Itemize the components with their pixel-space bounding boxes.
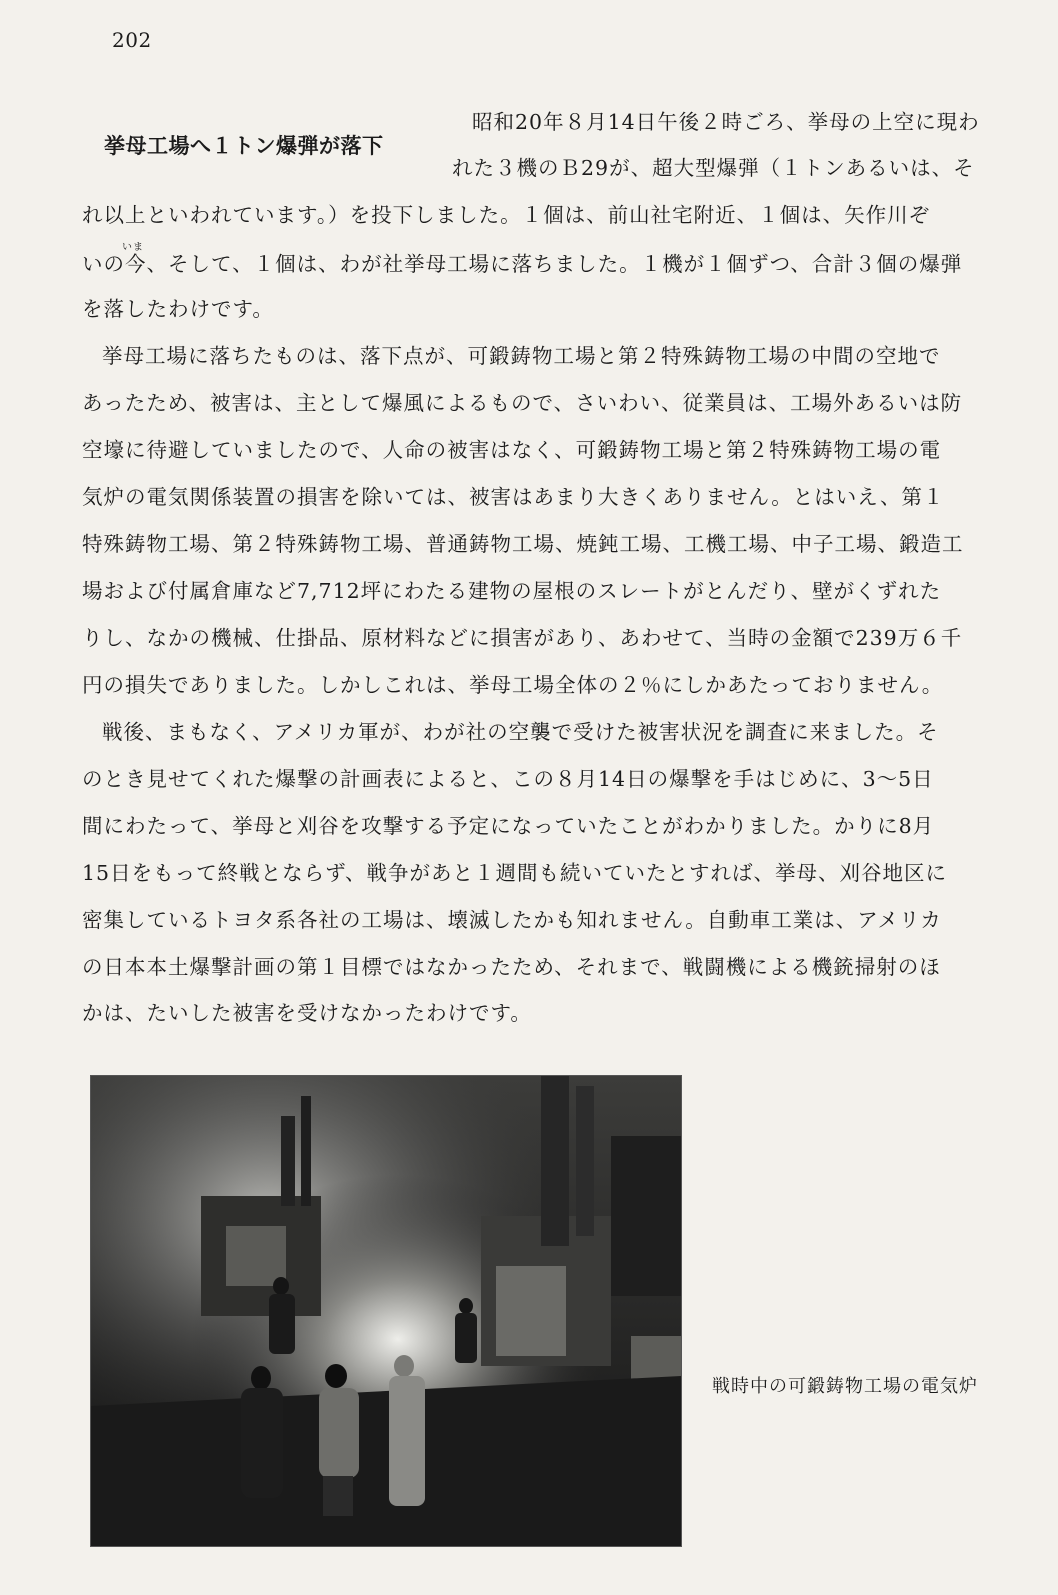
body-line: いの今、そして、１個は、わが社挙母工場に落ちました。１機が１個ずつ、合計３個の爆弾 (82, 252, 963, 276)
body-line: れ以上といわれています。）を投下しました。１個は、前山社宅附近、１個は、矢作川ぞ (82, 203, 931, 227)
body-line: 間にわたって、挙母と刈谷を攻撃する予定になっていたことがわかりました。かりに8月 (82, 814, 935, 838)
page-number: 202 (112, 28, 152, 52)
body-line: 円の損失でありました。しかしこれは、挙母工場全体の２％にしかあたっておりません。 (82, 673, 944, 697)
body-line: 特殊鋳物工場、第２特殊鋳物工場、普通鋳物工場、焼鈍工場、工機工場、中子工場、鍛造工 (82, 532, 964, 556)
body-line: 密集しているトヨタ系各社の工場は、壊滅したかも知れません。自動車工業は、アメリカ (82, 908, 942, 932)
body-line: りし、なかの機械、仕掛品、原材料などに損害があり、あわせて、当時の金額で239万６千 (82, 626, 963, 650)
body-line: かは、たいした被害を受けなかったわけです。 (82, 1001, 532, 1025)
body-line: 挙母工場に落ちたものは、落下点が、可鍛鋳物工場と第２特殊鋳物工場の中間の空地で (102, 344, 941, 368)
body-line: 昭和20年８月14日午後２時ごろ、挙母の上空に現わ (472, 110, 980, 134)
body-line: の日本本土爆撃計画の第１目標ではなかったため、それまで、戦闘機による機銃掃射のほ (82, 955, 941, 979)
section-heading: 挙母工場へ１トン爆弾が落下 (104, 134, 384, 158)
body-line: のとき見せてくれた爆撃の計画表によると、この８月14日の爆撃を手はじめに、3〜5日 (82, 767, 934, 791)
body-line: れた３機のＢ29が、超大型爆弾（１トンあるいは、そ (452, 156, 975, 180)
body-line: あったため、被害は、主として爆風によるもので、さいわい、従業員は、工場外あるいは防 (82, 391, 963, 415)
body-line: 場および付属倉庫など7,712坪にわたる建物の屋根のスレートがとんだり、壁がくずれた (82, 579, 942, 603)
ruby-annotation: いま (122, 242, 144, 253)
body-line: を落したわけです。 (82, 297, 274, 321)
body-line: 気炉の電気関係装置の損害を除いては、被害はあまり大きくありません。とはいえ、第１ (82, 485, 945, 509)
body-line: 戦後、まもなく、アメリカ軍が、わが社の空襲で受けた被害状況を調査に来ました。そ (102, 720, 939, 744)
photo-caption: 戦時中の可鍛鋳物工場の電気炉 (712, 1376, 978, 1397)
body-line: 15日をもって終戦とならず、戦争があと１週間も続いていたとすれば、挙母、刈谷地区に (82, 861, 947, 885)
body-line: 空壕に待避していましたので、人命の被害はなく、可鍛鋳物工場と第２特殊鋳物工場の電 (82, 438, 942, 462)
foundry-photo (90, 1075, 682, 1547)
